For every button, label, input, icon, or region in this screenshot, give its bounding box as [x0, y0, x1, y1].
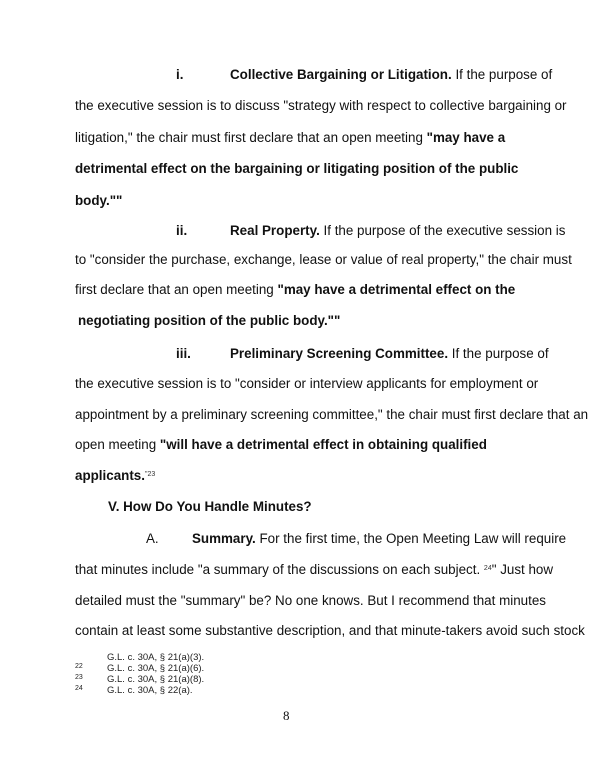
- section-iii-heading: Preliminary Screening Committee.: [230, 346, 449, 361]
- section-i-number: i.: [176, 67, 184, 82]
- section-ii-line-3-text: first declare that an open meeting: [75, 282, 278, 297]
- section-iii-line-4-text: open meeting: [75, 437, 160, 452]
- footnote-number: 24: [75, 685, 83, 692]
- section-v-line-3: detailed must the "summary" be? No one knows. But I recommend that minutes: [75, 593, 546, 608]
- section-v-line-2a: that minutes include "a summary of the discussions on each subject.: [75, 562, 484, 577]
- footnote-text: G.L. c. 30A, § 21(a)(3).: [107, 652, 205, 663]
- section-i-line-3-bold: "may have a: [426, 130, 506, 145]
- section-ii-heading: Real Property.: [230, 223, 320, 238]
- section-v-a-letter: A.: [146, 531, 159, 546]
- section-ii-text: If the purpose of the executive session is: [319, 223, 566, 238]
- section-ii-line-2: to "consider the purchase, exchange, lease or value of real property," the chair must: [75, 252, 572, 267]
- section-i-heading: Collective Bargaining or Litigation.: [230, 67, 452, 82]
- section-iii-line-3: appointment by a preliminary screening committee," the chair must first declare that an: [75, 407, 589, 422]
- footnote-number: 23: [75, 674, 83, 681]
- footnote: [75, 663, 275, 674]
- section-i-line-2: the executive session is to discuss "strategy with respect to collective bargaining or: [75, 98, 567, 113]
- footnote-number: 22: [75, 663, 83, 670]
- section-i-heading-line: [176, 67, 552, 83]
- section-v-a-text: For the first time, the Open Meeting Law will require: [255, 531, 567, 546]
- section-iii-line-5: [75, 468, 155, 484]
- page-number: 8: [283, 708, 290, 723]
- section-ii-line-3-bold: "may have a detrimental effect on the: [277, 282, 516, 297]
- footnote: [75, 674, 275, 685]
- footnote: [75, 652, 275, 663]
- section-i-line-3-text: litigation," the chair must first declare that an open meeting: [75, 130, 427, 145]
- section-ii-line-4: negotiating position of the public body."": [78, 313, 341, 328]
- section-ii-line-3: [75, 282, 515, 298]
- footnote-text: G.L. c. 30A, § 22(a).: [107, 685, 193, 696]
- section-iii-line-4-bold: "will have a detrimental effect in obtaining qualified: [159, 437, 487, 452]
- section-iii-heading-line: [176, 346, 549, 362]
- section-i-text: If the purpose of: [451, 67, 553, 82]
- section-i-line-4: detrimental effect on the bargaining or litigating position of the public: [75, 161, 519, 176]
- section-v-a-heading: Summary.: [192, 531, 256, 546]
- footnote-text: G.L. c. 30A, § 21(a)(6).: [107, 663, 205, 674]
- section-v-line-2b: " Just how: [491, 562, 554, 577]
- footnote-ref-23: "23: [144, 471, 156, 478]
- section-iii-line-4: [75, 437, 487, 453]
- section-v-line-2: [75, 562, 553, 578]
- section-v-line-4: contain at least some substantive description, and that minute-takers avoid such stock: [75, 623, 585, 638]
- section-ii-heading-line: [176, 223, 565, 239]
- footnote-ref-24: 24: [483, 565, 492, 572]
- footnote: [75, 685, 275, 696]
- section-iii-text: If the purpose of: [448, 346, 549, 361]
- section-iii-line-2: the executive session is to "consider or interview applicants for employment or: [75, 376, 539, 391]
- section-i-line-3: [75, 130, 505, 146]
- section-ii-number: ii.: [176, 223, 188, 238]
- section-iii-number: iii.: [176, 346, 191, 361]
- section-v-a-line: [146, 531, 566, 547]
- section-iii-line-5-bold: applicants.: [75, 468, 145, 483]
- section-i-line-5: body."": [75, 193, 123, 208]
- section-v-heading: V. How Do You Handle Minutes?: [108, 499, 312, 514]
- footnote-text: G.L. c. 30A, § 21(a)(8).: [107, 674, 205, 685]
